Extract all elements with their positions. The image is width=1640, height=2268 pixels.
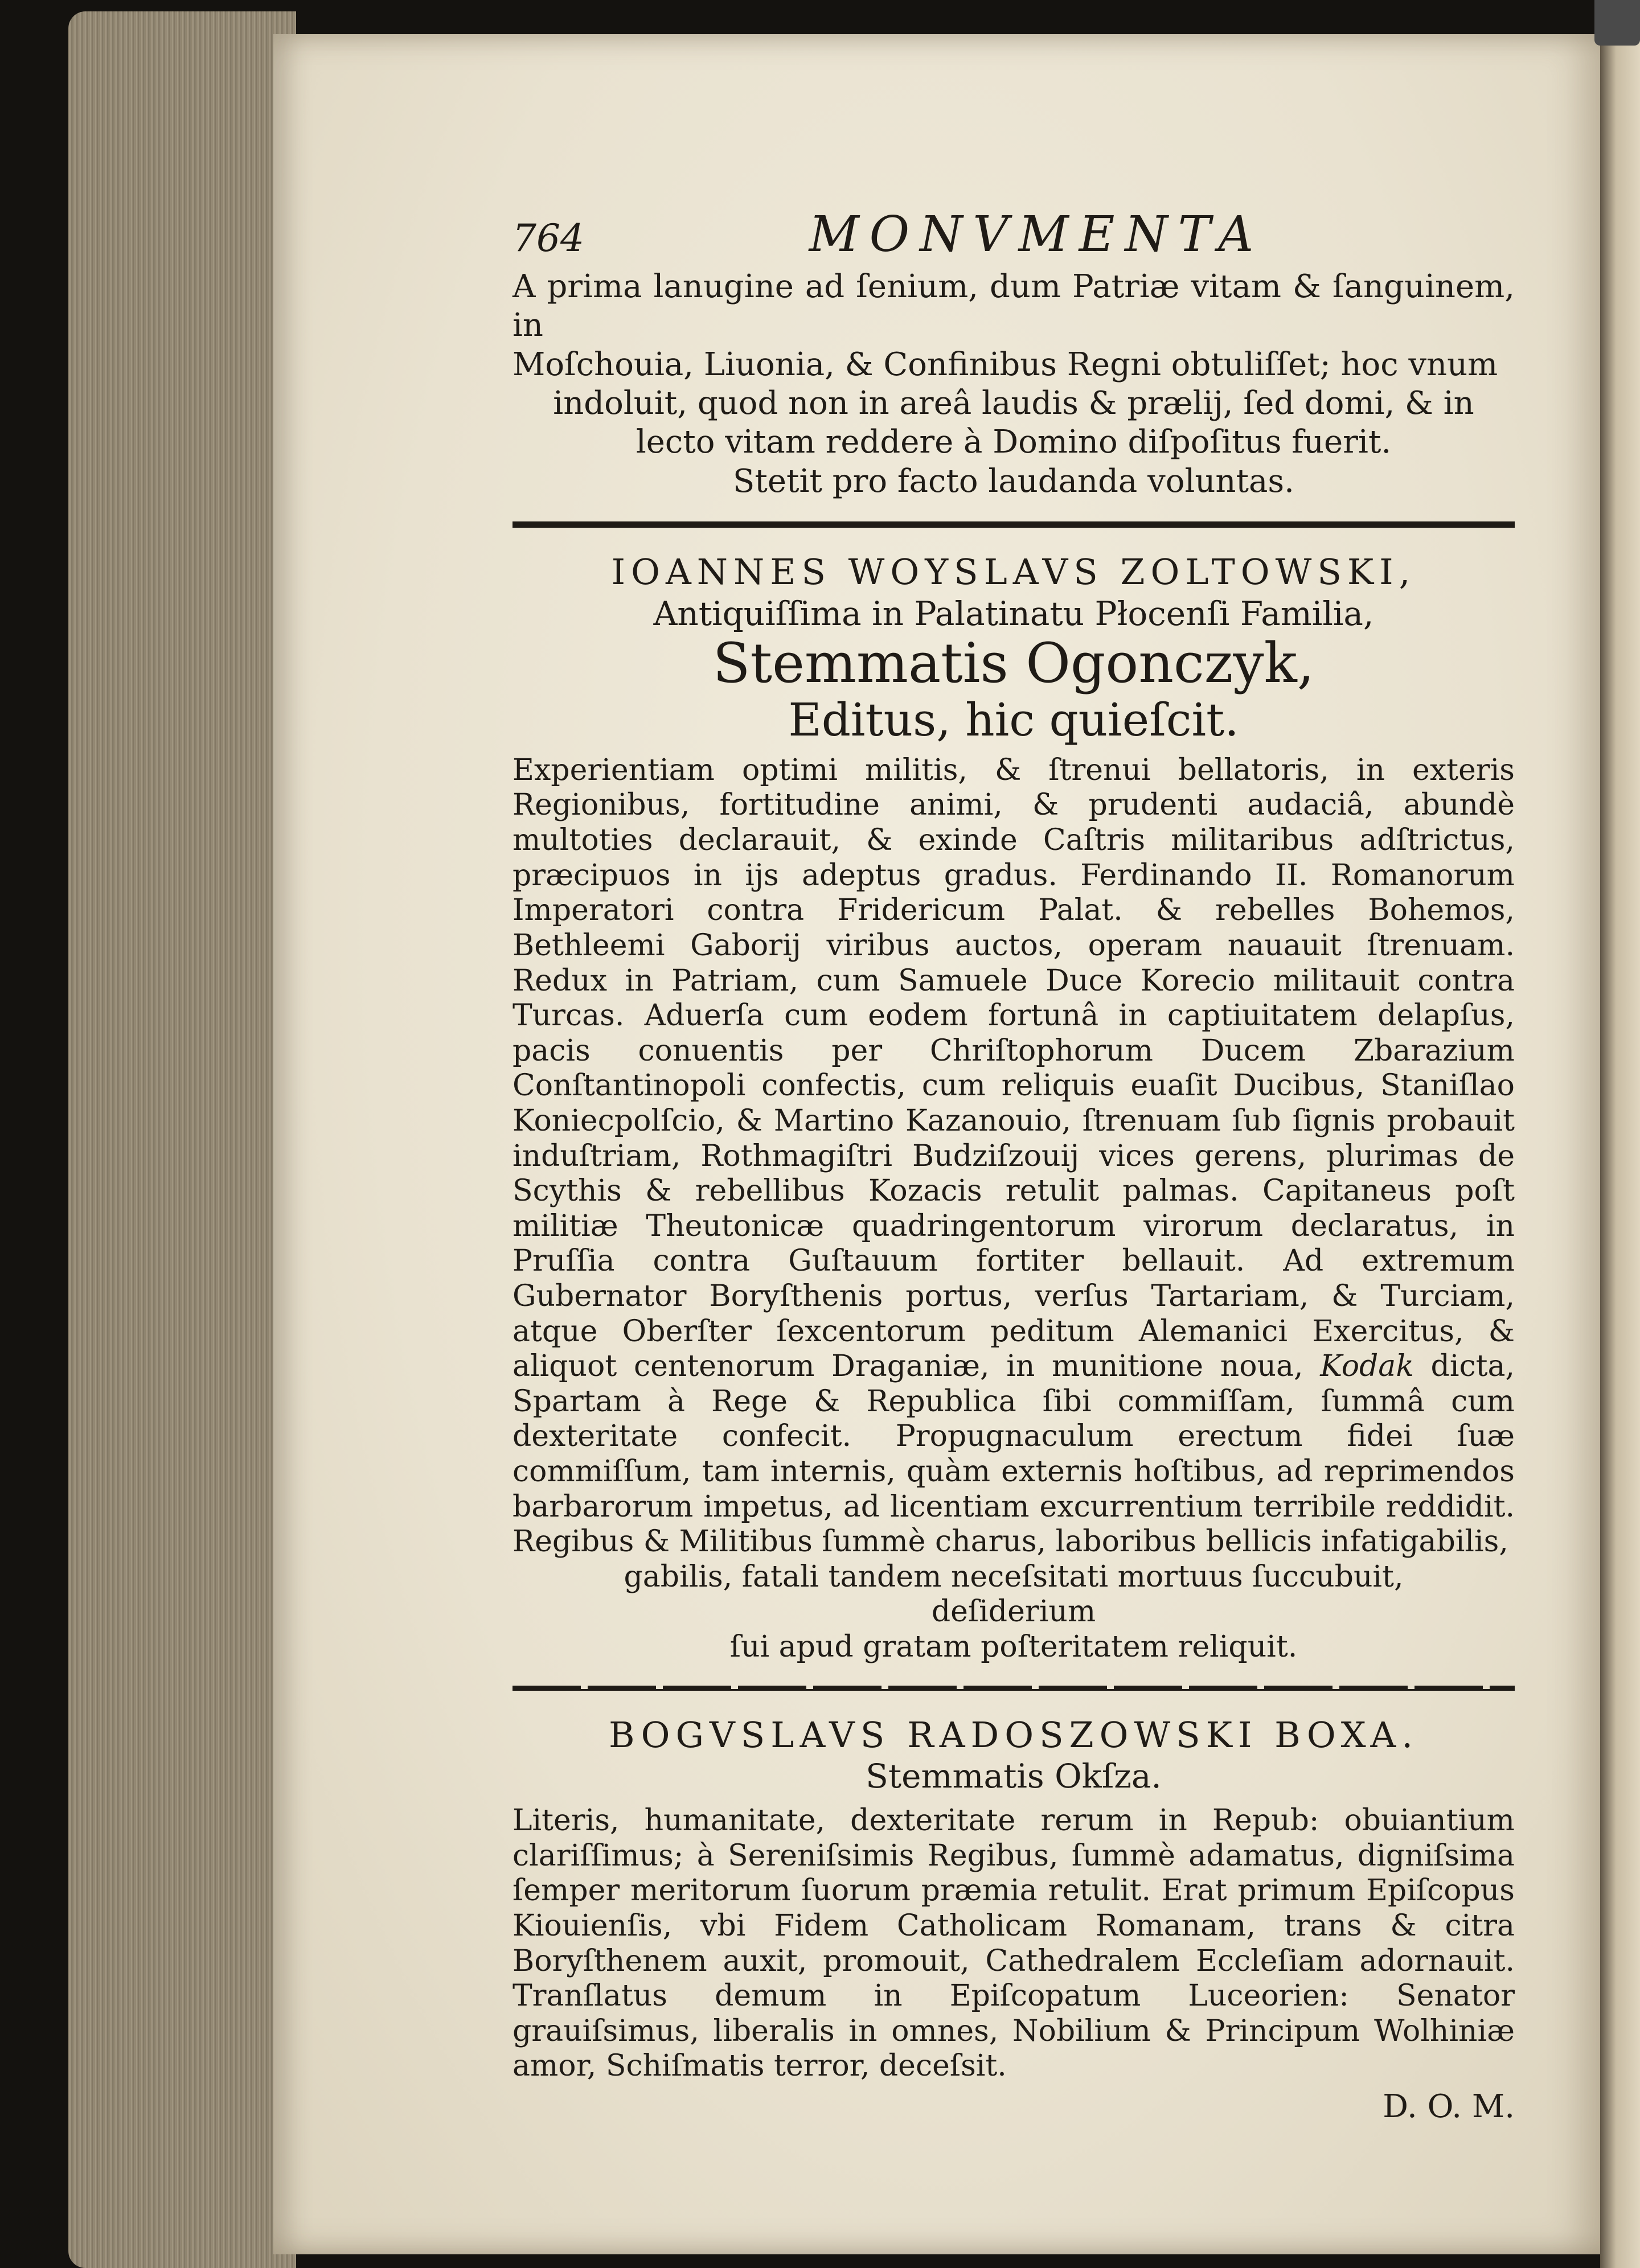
body-text: dicta, Spartam à Rege & Republica ſibi commiſſam, ſummâ cum dexteritate confecit. Propugnaculum erectum fidei ſuæ commiſſum, tam internis, quàm externis hoſtibus, ad reprimendos barbarorum impetus, ad licentiam excurrentium terribile reddidit. Regibus & Militibus ſummè charus, laboribus bellicis infatigabilis, <box>512 1349 1515 1559</box>
page-header <box>512 205 1515 268</box>
book-gutter <box>1600 23 1640 2268</box>
entry-body-zoltowski <box>512 753 1515 1560</box>
section1-motto: Stetit pro facto laudanda voluntas. <box>733 462 1294 500</box>
page-text <box>512 205 1515 2126</box>
entry-closing-line: gabilis, fatali tandem neceſsitati mortuus ſuccubuit, deſiderium <box>624 1559 1404 1629</box>
section1-line: lecto vitam reddere à Domino diſpoſitus fuerit. <box>636 424 1392 461</box>
body-text: Experientiam optimi militis, & ſtrenui bellatoris, in exteris Regionibus, fortitudine animi, & prudenti audaciâ, abundè multoties declarauit, & exinde Caſtris militaribus adſtrictus, præcipuos in ijs adeptus gradus. Ferdinando II. Romanorum Imperatori contra Fridericum Palat. & rebelles Bohemos, Bethleemi Gaborij viribus auctos, operam nauauit ſtrenuam. Redux in Patriam, cum Samuele Duce Korecio militauit contra Turcas. Aduerſa cum eodem fortunâ in captiuitatem delapſus, pacis conuentis per Chriſtophorum Ducem Zbarazium Conſtantinopoli confectis, cum reliquis euaſit Ducibus, Staniſlao Koniecpolſcio, & Martino Kazanouio, ſtrenuam ſub ſignis probauit induſtriam, Rothmagiſtri Budziſzouij vices gerens, plurimas de Scythis & rebellibus Kozacis retulit palmas. Capitaneus poſt militiæ Theutonicæ quadringentorum virorum declaratus, in Pruſſia contra Guſtauum fortiter bellauit. Ad extremum Gubernator Boryſthenis portus, verſus Tartariam, & Turciam, atque Oberſter ſexcentorum peditum Alemanici Exercitus, & aliquot centenorum Draganiæ, in munitione noua, <box>512 753 1515 1384</box>
entry-stemma-boxa: Stemmatis Okſza. <box>866 1757 1162 1796</box>
dom-inscription: D. O. M. <box>1383 2088 1515 2125</box>
section1-line: indoluit, quod non in areâ laudis & prælij, ſed domi, & in <box>553 384 1474 422</box>
section-divider <box>512 521 1515 528</box>
running-title: MONVMENTA <box>809 206 1264 263</box>
entry-name-zoltowski: IOANNES WOYSLAVS ZOLTOWSKI, <box>611 550 1416 593</box>
entry-closing-line: ſui apud gratam poſteritatem reliquit. <box>729 1630 1298 1665</box>
entry-body-boxa: Literis, humanitate, dexteritate rerum in Repub: obuiantium clariſſimus; à Sereniſsimis Regibus, ſummè adamatus, digniſsima ſemper meritorum ſuorum præmia retulit. Erat primum Epiſcopus Kiouienſis, vbi Fidem Catholicam Romanam, trans & citra Boryſthenem auxit, promouit, Cathedralem Eccleſiam adornauit. Tranſlatus demum in Epiſcopatum Luceorien: Senator grauiſsimus, liberalis in omnes, Nobilium & Principum Wolhiniæ amor, Schiſmatis terror, deceſsit. <box>512 1803 1515 2084</box>
kodak-italic: Kodak <box>1320 1349 1414 1384</box>
book-page-edges <box>68 11 296 2268</box>
section1-line: A prima lanugine ad ſenium, dum Patriæ vitam & ſanguinem, in <box>512 268 1515 344</box>
binding-thread <box>1594 0 1640 46</box>
entry-family: Antiquiſſima in Palatinatu Płocenſi Familia, <box>653 594 1374 633</box>
page-number: 764 <box>512 216 584 260</box>
entry-name-boxa: BOGVSLAVS RADOSZOWSKI BOXA. <box>608 1714 1419 1756</box>
section1-line: Moſchouia, Liuonia, & Confinibus Regni obtuliſſet; hoc vnum <box>512 346 1498 383</box>
entry-stemma: Stemmatis Ogonczyk, <box>712 631 1315 696</box>
entry-editus: Editus, hic quieſcit. <box>788 693 1239 746</box>
section-divider <box>512 1686 1515 1691</box>
